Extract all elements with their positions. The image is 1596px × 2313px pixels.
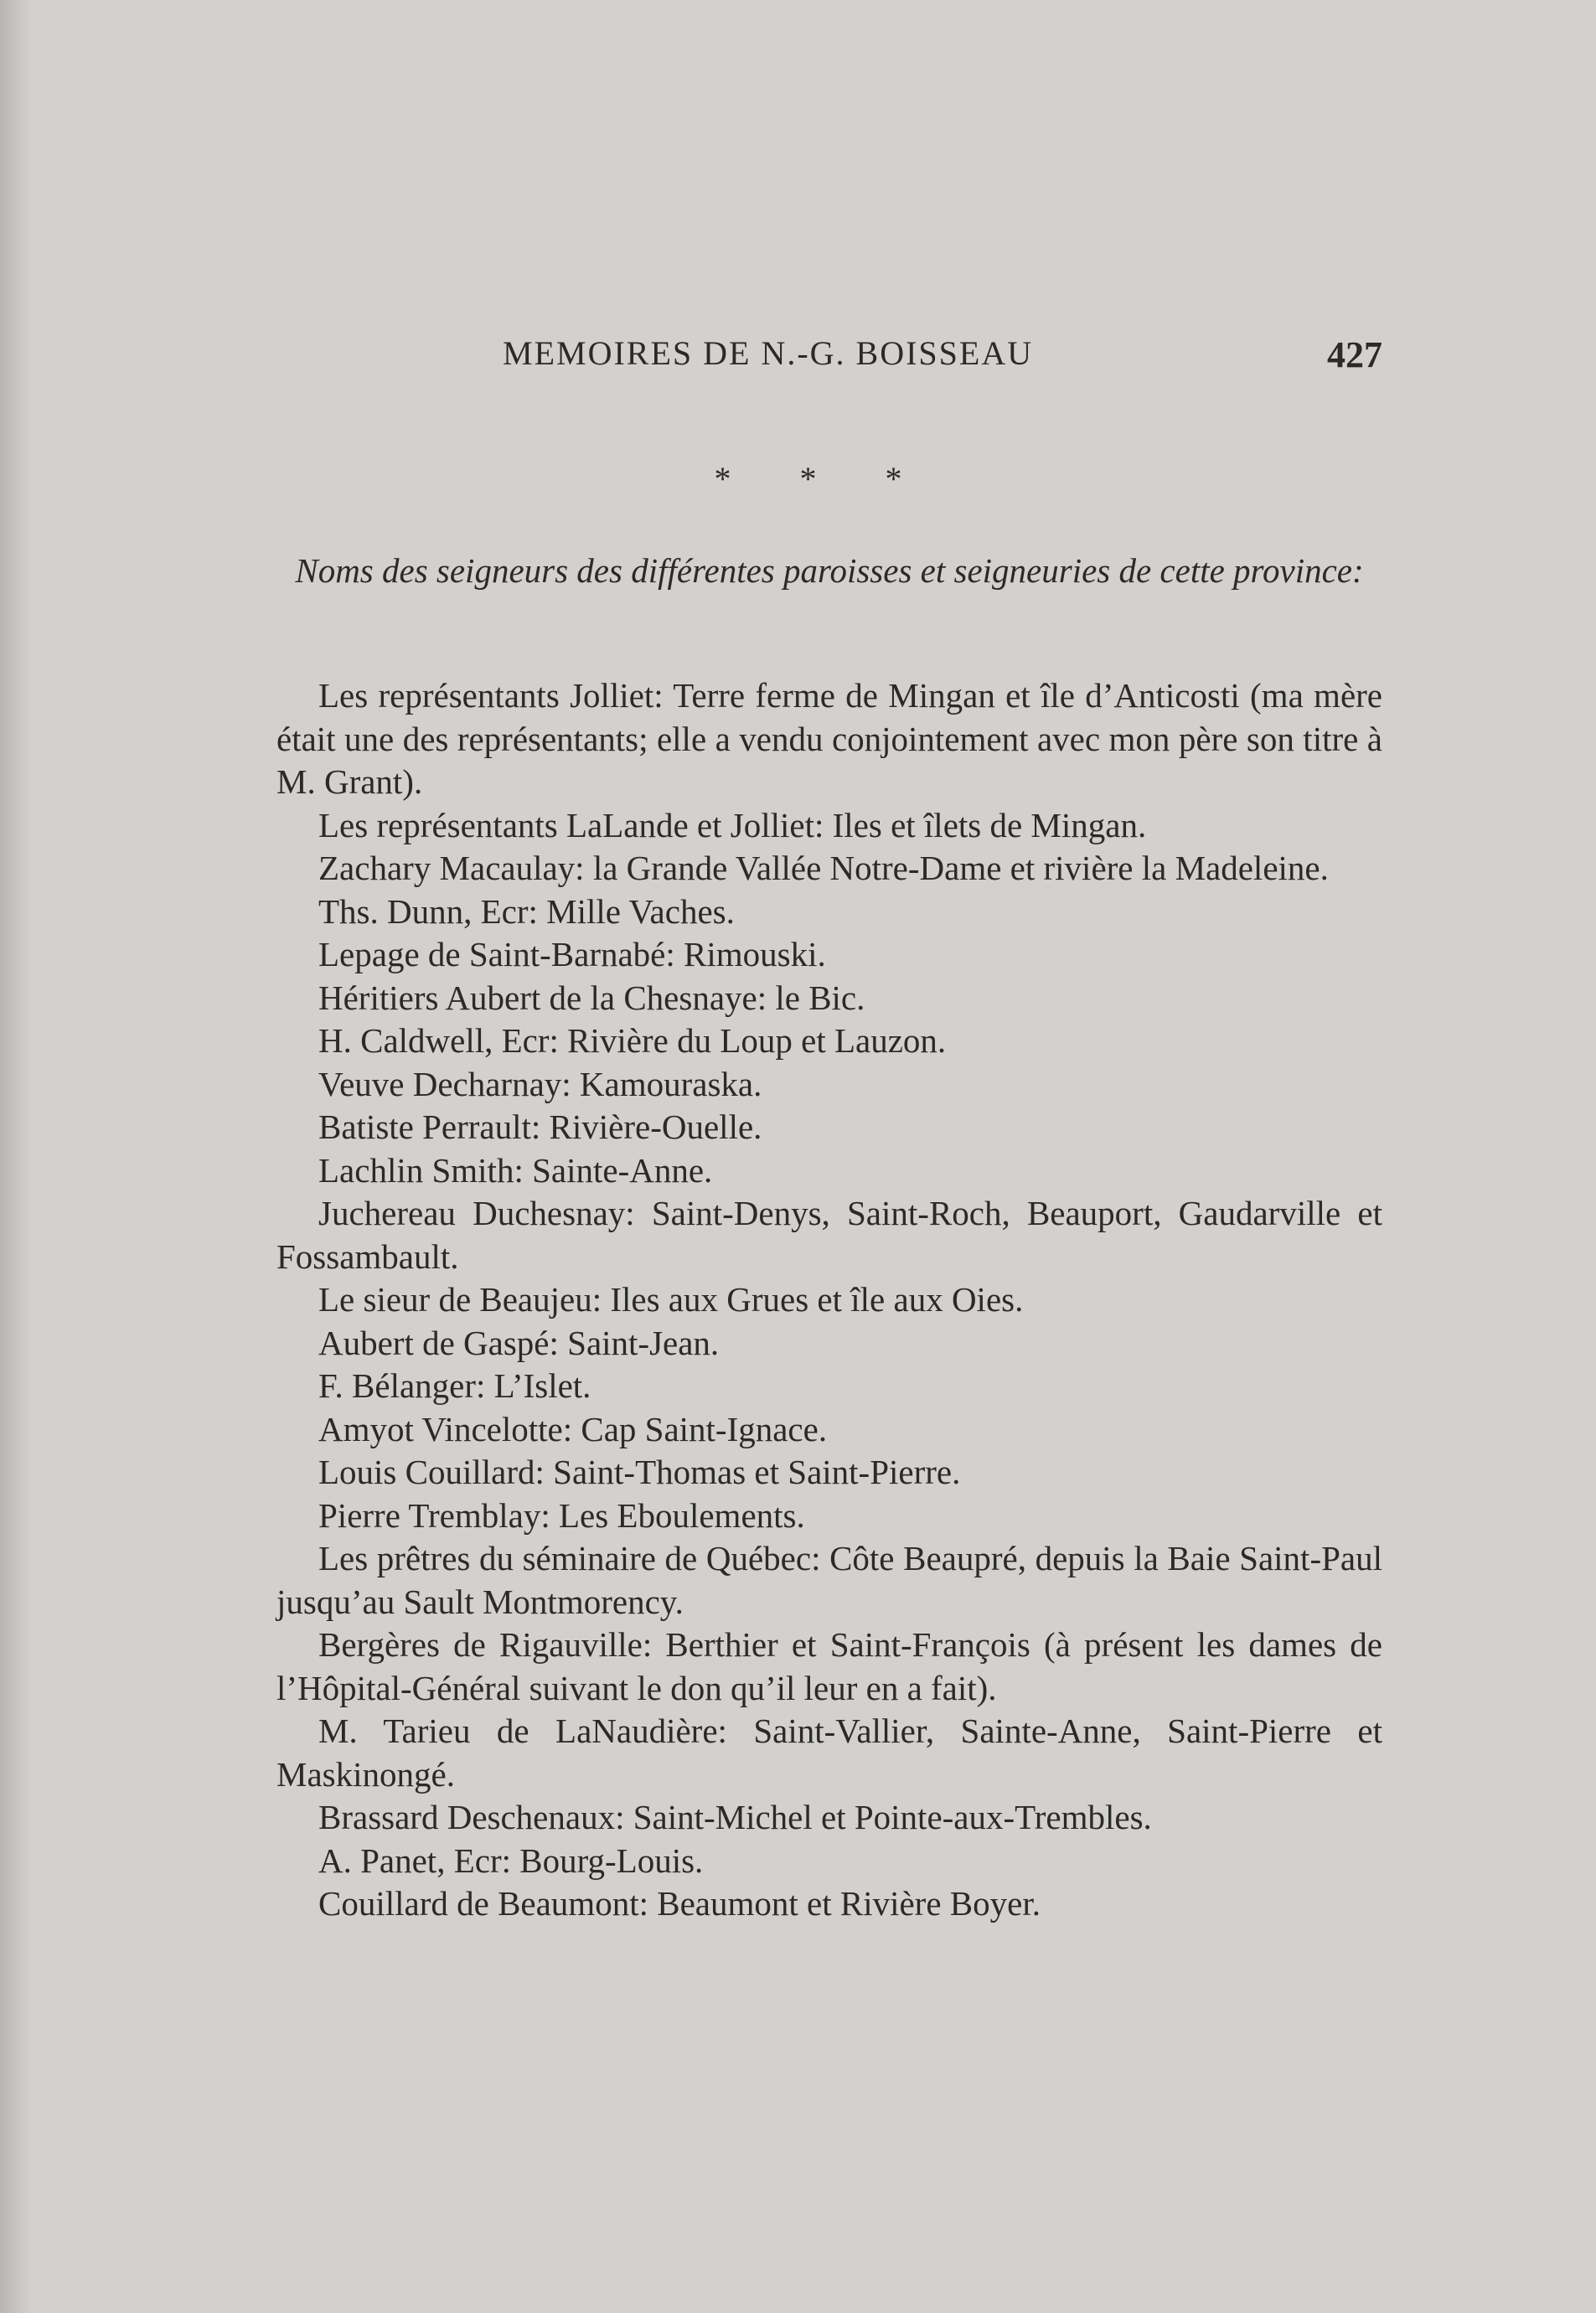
list-item: Les représentants LaLande et Jolliet: Iles et îlets de Mingan. (318, 805, 1147, 844)
list-item: Batiste Perrault: Rivière-Ouelle. (318, 1107, 762, 1146)
list-item: Juchereau Duchesnay: Saint-Denys, Saint-Roch, Beauport, Gaudarville et Fossambault. (276, 1194, 1382, 1276)
list-item: Couillard de Beaumont: Beaumont et Rivière Boyer. (318, 1884, 1041, 1923)
list-item: Bergères de Rigauville: Berthier et Saint-François (à présent les dames de l’Hôpital-Général suivant le don qu’il leur en a fait). (276, 1625, 1382, 1707)
page-gutter-shadow (0, 0, 32, 2313)
list-item: Les prêtres du séminaire de Québec: Côte Beaupré, depuis la Baie Saint-Paul jusqu’au Sault Montmorency. (276, 1539, 1382, 1621)
list-item: Aubert de Gaspé: Saint-Jean. (318, 1323, 720, 1362)
section-heading: Noms des seigneurs des différentes paroisses et seigneuries de cette province: (295, 551, 1364, 590)
page-header (276, 333, 1382, 392)
list-item: Le sieur de Beaujeu: Iles aux Grues et île aux Oies. (318, 1280, 1024, 1319)
list-item: Louis Couillard: Saint-Thomas et Saint-Pierre. (318, 1453, 961, 1491)
list-item: A. Panet, Ecr: Bourg-Louis. (318, 1841, 704, 1880)
list-item: Lachlin Smith: Sainte-Anne. (318, 1150, 713, 1190)
list-item: Pierre Tremblay: Les Eboulements. (318, 1495, 805, 1535)
list-item: Lepage de Saint-Barnabé: Rimouski. (318, 935, 826, 973)
list-item: Les représentants Jolliet: Terre ferme de Mingan et île d’Anticosti (ma mère était une des représentants; elle a vendu conjointement avec mon père son titre à M. Grant). (276, 676, 1382, 801)
seigneur-list (276, 674, 1382, 1926)
list-item: Amyot Vincelotte: Cap Saint-Ignace. (318, 1409, 828, 1448)
list-item: F. Bélanger: L’Islet. (318, 1366, 591, 1405)
list-item: M. Tarieu de LaNaudière: Saint-Vallier, Sainte-Anne, Saint-Pierre et Maskinongé. (276, 1712, 1382, 1794)
list-item: Veuve Decharnay: Kamouraska. (318, 1064, 762, 1103)
list-item: Héritiers Aubert de la Chesnaye: le Bic. (318, 978, 865, 1017)
list-item: H. Caldwell, Ecr: Rivière du Loup et Lauzon. (318, 1021, 947, 1060)
section-ornament: * * * (714, 460, 932, 498)
running-title: MEMOIRES DE N.-G. BOISSEAU (503, 334, 1034, 372)
list-item: Ths. Dunn, Ecr: Mille Vaches. (318, 891, 735, 931)
list-item: Zachary Macaulay: la Grande Vallée Notre-Dame et rivière la Madeleine. (318, 849, 1329, 887)
page-number: 427 (1327, 334, 1382, 375)
list-item: Brassard Deschenaux: Saint-Michel et Pointe-aux-Trembles. (318, 1798, 1152, 1836)
